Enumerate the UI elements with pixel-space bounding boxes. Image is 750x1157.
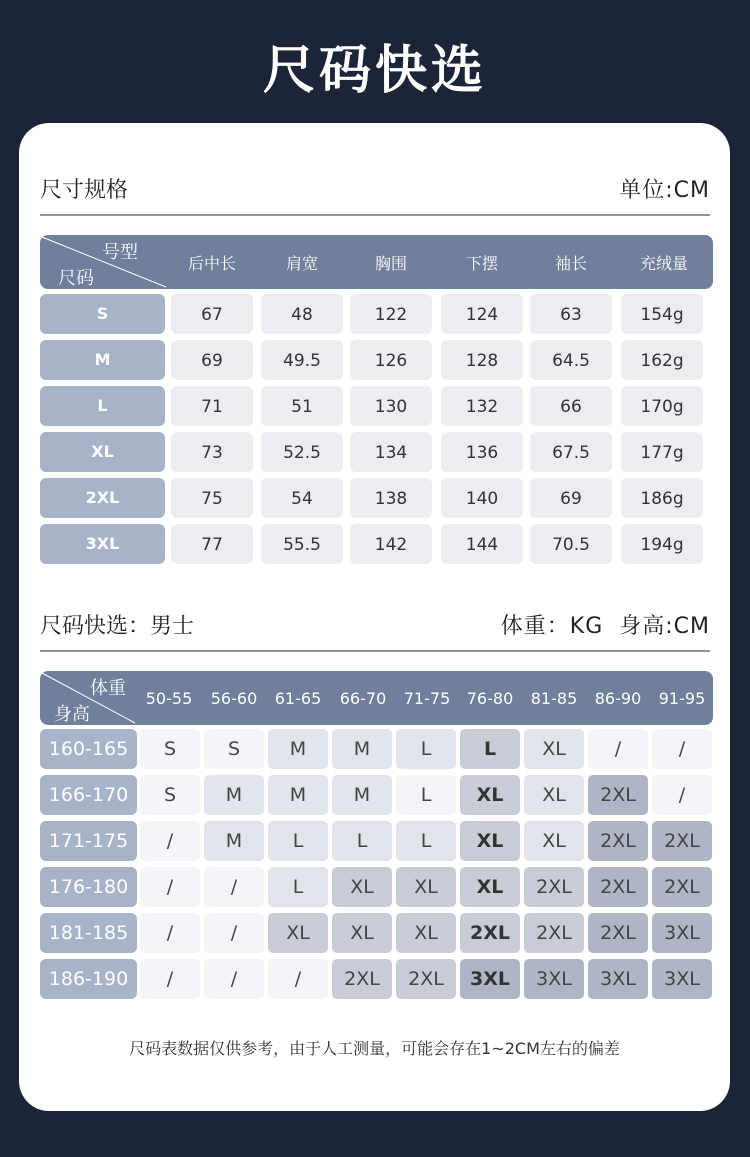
quick-heading: 尺码快选：男士: [40, 614, 195, 639]
size-cell: 2XL: [460, 913, 520, 953]
spec-column-header: 下摆: [465, 254, 498, 273]
size-cell: XL: [396, 867, 456, 907]
size-cell: 2XL: [396, 959, 456, 999]
size-cell: /: [140, 913, 200, 953]
spec-table-header: [40, 235, 713, 289]
spec-value: 55.5: [261, 524, 343, 564]
weight-column-header: 61-65: [274, 689, 322, 708]
spec-value: 75: [171, 478, 253, 518]
size-cell: XL: [268, 913, 328, 953]
spec-value: 73: [171, 432, 253, 472]
size-cell: 2XL: [652, 821, 712, 861]
spec-row: [40, 294, 713, 334]
spec-column-header: 充绒量: [639, 254, 688, 273]
size-cell: /: [204, 867, 264, 907]
spec-heading: 尺寸规格: [40, 178, 129, 203]
spec-value: 63: [530, 294, 612, 334]
size-cell: L: [396, 729, 456, 769]
spec-corner-top: 号型: [102, 242, 138, 263]
size-cell: XL: [332, 867, 392, 907]
spec-value: 122: [350, 294, 432, 334]
spec-unit: 单位:CM: [619, 178, 710, 203]
quick-row: [40, 729, 713, 769]
spec-value: 136: [441, 432, 523, 472]
size-cell: L: [396, 775, 456, 815]
size-cell: L: [268, 867, 328, 907]
size-cell: M: [268, 775, 328, 815]
size-cell: L: [268, 821, 328, 861]
spec-value: 177g: [621, 432, 703, 472]
spec-value: 67: [171, 294, 253, 334]
weight-column-header: 50-55: [145, 689, 193, 708]
spec-column-header: 袖长: [554, 254, 587, 273]
spec-corner-cell: [40, 235, 168, 289]
spec-value: 154g: [621, 294, 703, 334]
spec-row: [40, 524, 713, 564]
size-label: M: [40, 340, 165, 380]
spec-value: 194g: [621, 524, 703, 564]
size-cell: S: [140, 775, 200, 815]
weight-column-header: 81-85: [530, 689, 578, 708]
weight-column-header: 86-90: [594, 689, 642, 708]
size-cell: M: [332, 729, 392, 769]
size-cell: 2XL: [588, 821, 648, 861]
size-cell: /: [268, 959, 328, 999]
size-cell: XL: [524, 821, 584, 861]
quick-row: [40, 913, 713, 953]
weight-column-header: 71-75: [403, 689, 451, 708]
spec-value: 142: [350, 524, 432, 564]
spec-value: 124: [441, 294, 523, 334]
size-cell: /: [652, 775, 712, 815]
height-label: 181-185: [40, 913, 137, 953]
weight-column-header: 66-70: [339, 689, 387, 708]
spec-section-header: [40, 173, 710, 213]
quick-row: [40, 821, 713, 861]
size-cell: /: [204, 959, 264, 999]
size-label: S: [40, 294, 165, 334]
size-cell: XL: [396, 913, 456, 953]
spec-value: 134: [350, 432, 432, 472]
page-title: 尺码快选: [262, 41, 487, 101]
size-cell: 3XL: [460, 959, 520, 999]
weight-column-header: 76-80: [466, 689, 514, 708]
size-cell: 2XL: [588, 775, 648, 815]
spec-corner-bottom: 尺码: [58, 268, 94, 289]
spec-value: 54: [261, 478, 343, 518]
size-cell: M: [268, 729, 328, 769]
spec-value: 51: [261, 386, 343, 426]
quick-table-header: [40, 671, 713, 725]
spec-row: [40, 340, 713, 380]
weight-column-header: 91-95: [658, 689, 706, 708]
size-cell: 2XL: [588, 867, 648, 907]
spec-value: 48: [261, 294, 343, 334]
height-label: 186-190: [40, 959, 137, 999]
quick-corner-bottom: 身高: [54, 704, 90, 725]
size-cell: S: [140, 729, 200, 769]
size-cell: 2XL: [332, 959, 392, 999]
spec-value: 71: [171, 386, 253, 426]
height-label: 166-170: [40, 775, 137, 815]
size-cell: /: [140, 867, 200, 907]
size-cell: XL: [460, 867, 520, 907]
size-cell: 2XL: [652, 867, 712, 907]
size-cell: M: [204, 775, 264, 815]
size-cell: XL: [524, 729, 584, 769]
size-cell: 2XL: [524, 913, 584, 953]
size-cell: XL: [332, 913, 392, 953]
height-label: 160-165: [40, 729, 137, 769]
size-cell: XL: [460, 775, 520, 815]
size-cell: M: [332, 775, 392, 815]
spec-value: 162g: [621, 340, 703, 380]
size-cell: 3XL: [588, 959, 648, 999]
size-cell: L: [396, 821, 456, 861]
quick-row: [40, 867, 713, 907]
divider: [40, 214, 710, 216]
size-cell: L: [460, 729, 520, 769]
divider: [40, 650, 710, 652]
spec-value: 140: [441, 478, 523, 518]
quick-row: [40, 775, 713, 815]
spec-column-header: 肩宽: [285, 254, 318, 273]
size-chart-card: [19, 123, 730, 1111]
spec-column-header: 后中长: [187, 254, 236, 273]
spec-value: 170g: [621, 386, 703, 426]
size-cell: /: [140, 959, 200, 999]
height-label: 171-175: [40, 821, 137, 861]
size-cell: /: [652, 729, 712, 769]
spec-value: 186g: [621, 478, 703, 518]
spec-row: [40, 478, 713, 518]
spec-row: [40, 386, 713, 426]
quick-corner-cell: [40, 671, 137, 725]
size-cell: 2XL: [524, 867, 584, 907]
size-cell: /: [588, 729, 648, 769]
spec-column-header: 胸围: [374, 254, 407, 273]
size-cell: 3XL: [652, 959, 712, 999]
height-label: 176-180: [40, 867, 137, 907]
size-label: XL: [40, 432, 165, 472]
size-cell: S: [204, 729, 264, 769]
spec-value: 49.5: [261, 340, 343, 380]
size-cell: XL: [460, 821, 520, 861]
size-cell: 3XL: [524, 959, 584, 999]
size-cell: 2XL: [588, 913, 648, 953]
quick-corner-top: 体重: [90, 678, 126, 699]
footnote: 尺码表数据仅供参考，由于人工测量，可能会存在1~2CM左右的偏差: [129, 1039, 620, 1058]
size-cell: M: [204, 821, 264, 861]
spec-value: 66: [530, 386, 612, 426]
quick-section-header: [40, 609, 710, 649]
size-label: L: [40, 386, 165, 426]
spec-value: 128: [441, 340, 523, 380]
spec-row: [40, 432, 713, 472]
size-cell: /: [204, 913, 264, 953]
spec-value: 64.5: [530, 340, 612, 380]
quick-row: [40, 959, 713, 999]
spec-value: 144: [441, 524, 523, 564]
spec-value: 70.5: [530, 524, 612, 564]
spec-value: 52.5: [261, 432, 343, 472]
spec-value: 132: [441, 386, 523, 426]
size-label: 3XL: [40, 524, 165, 564]
spec-value: 130: [350, 386, 432, 426]
size-cell: /: [140, 821, 200, 861]
spec-value: 126: [350, 340, 432, 380]
spec-value: 69: [171, 340, 253, 380]
size-cell: L: [332, 821, 392, 861]
size-cell: XL: [524, 775, 584, 815]
spec-value: 67.5: [530, 432, 612, 472]
spec-value: 69: [530, 478, 612, 518]
spec-value: 138: [350, 478, 432, 518]
spec-value: 77: [171, 524, 253, 564]
weight-column-header: 56-60: [210, 689, 258, 708]
size-label: 2XL: [40, 478, 165, 518]
quick-unit: 体重：KG 身高:CM: [500, 614, 710, 639]
size-cell: 3XL: [652, 913, 712, 953]
